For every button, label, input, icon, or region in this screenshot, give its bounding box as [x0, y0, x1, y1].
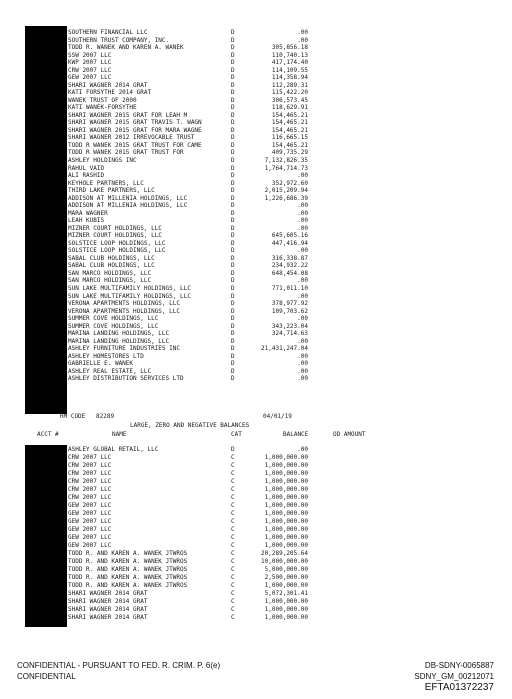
row-category: D: [231, 239, 235, 247]
row-balance: 316,338.87: [271, 254, 308, 262]
row-balance: 648,454.08: [271, 269, 308, 277]
row-balance: 1,000,000.00: [264, 494, 308, 501]
row-name: SOUTHERN FINANCIAL LLC: [68, 29, 148, 36]
row-category: D: [231, 66, 235, 74]
row-balance: .00: [297, 217, 308, 225]
row-category: D: [231, 209, 235, 217]
row-balance: 378,977.92: [271, 300, 308, 308]
row-name: TODD R. AND KAREN A. WANEK JTWROS: [68, 566, 188, 573]
row-category: D: [231, 194, 235, 202]
table-row: [0, 446, 512, 454]
table-row: [0, 470, 512, 478]
row-balance: 10,000,000.00: [261, 558, 308, 565]
row-name: TODD R. AND KAREN A. WANEK JTWROS: [68, 582, 188, 589]
row-category: C: [231, 590, 235, 597]
row-balance: 1,000,000.00: [264, 606, 308, 613]
row-name: SOLSTICE LOOP HOLDINGS, LLC: [68, 247, 166, 255]
row-category: D: [231, 126, 235, 134]
row-category: D: [231, 96, 235, 104]
row-name: CRW 2007 LLC: [68, 454, 112, 461]
row-category: C: [231, 486, 235, 493]
table-row: [0, 375, 512, 383]
row-name: GEW 2007 LLC: [68, 510, 112, 517]
row-category: D: [231, 322, 235, 330]
row-category: D: [231, 202, 235, 210]
row-balance: 109,703.62: [271, 307, 308, 315]
row-name: GEW 2007 LLC: [68, 518, 112, 525]
row-balance: .00: [297, 446, 308, 453]
row-name: TODD R WANEK 2015 GRAT TRUST FOR CAME: [68, 141, 202, 149]
row-name: ASHLEY HOLDINGS INC: [68, 157, 137, 164]
row-name: KWP 2007 LLC: [68, 59, 112, 67]
row-name: SHARI WAGNER 2015 GRAT TRAVIS T. WAGN: [68, 119, 202, 127]
row-balance: 116,665.15: [271, 134, 308, 142]
row-name: WANEK TRUST OF 2000: [68, 96, 137, 104]
row-category: C: [231, 534, 235, 541]
row-name: ALI RASHID: [68, 172, 105, 180]
row-balance: 114,109.55: [271, 66, 308, 74]
row-name: GABRIELLE E. WANEK: [68, 360, 134, 368]
column-header-od-amount: OD AMOUNT: [333, 431, 366, 438]
row-category: D: [231, 187, 235, 195]
row-name: GEW 2007 LLC: [68, 542, 112, 549]
row-balance: 1,000,000.00: [264, 462, 308, 469]
row-balance: 2,500,000.00: [264, 574, 308, 581]
row-name: ASHLEY DISTRIBUTION SERVICES LTD: [68, 375, 184, 383]
row-name: SHARI WAGNER 2015 GRAT FOR MARA WAGNE: [68, 126, 202, 134]
row-name: TODD R. AND KAREN A. WANEK JTWROS: [68, 574, 188, 581]
row-name: SHARI WAGNER 2012 IRREVOCABLE TRUST: [68, 134, 195, 142]
row-name: CRW 2007 LLC: [68, 470, 112, 477]
row-name: MARINA LANDING HOLDINGS, LLC: [68, 330, 170, 338]
row-category: D: [231, 104, 235, 112]
row-category: C: [231, 526, 235, 533]
row-name: TODD R. AND KAREN A. WANEK JTWROS: [68, 550, 188, 557]
table-row: [0, 542, 512, 550]
row-category: D: [231, 217, 235, 225]
efta-number: EFTA01372237: [424, 682, 494, 693]
row-balance: 112,289.31: [271, 81, 308, 89]
table-row: [0, 614, 512, 622]
row-balance: .00: [297, 337, 308, 345]
row-category: D: [231, 367, 235, 375]
row-name: CRW 2007 LLC: [68, 66, 112, 74]
row-category: D: [231, 254, 235, 262]
row-name: SAN MARCO HOLDINGS, LLC: [68, 277, 152, 285]
row-category: D: [231, 269, 235, 277]
row-balance: 1,000,000.00: [264, 486, 308, 493]
row-category: D: [231, 337, 235, 345]
row-name: VERONA APARTMENTS HOLDINGS, LLC: [68, 307, 180, 315]
row-balance: 417,174.40: [271, 59, 308, 67]
row-name: ASHLEY REAL ESTATE, LLC: [68, 367, 152, 375]
row-category: C: [231, 454, 235, 461]
row-balance: .00: [297, 360, 308, 368]
row-category: C: [231, 502, 235, 509]
row-balance: 1,000,000.00: [264, 502, 308, 509]
table-row: [0, 518, 512, 526]
row-name: SHARI WAGNER 2014 GRAT: [68, 614, 148, 621]
row-balance: 118,629.91: [271, 104, 308, 112]
row-name: ASHLEY GLOBAL RETAIL, LLC: [68, 446, 159, 453]
row-balance: 343,223.04: [271, 322, 308, 330]
row-balance: .00: [297, 172, 308, 180]
row-balance: 115,422.20: [271, 89, 308, 97]
row-category: C: [231, 550, 235, 557]
row-balance: 5,072,301.41: [264, 590, 308, 597]
row-name: LEAH KUBIS: [68, 217, 105, 225]
row-category: C: [231, 558, 235, 565]
row-category: D: [231, 179, 235, 187]
row-name: KATI WANEK-FORSYTHE: [68, 104, 137, 112]
row-category: D: [231, 330, 235, 338]
row-category: D: [231, 446, 235, 453]
row-category: D: [231, 74, 235, 82]
row-name: SOLSTICE LOOP HOLDINGS, LLC: [68, 239, 166, 247]
row-balance: 1,000,000.00: [264, 454, 308, 461]
table-row: [0, 454, 512, 462]
row-balance: 21,431,247.04: [261, 345, 308, 353]
row-category: D: [231, 157, 235, 164]
table-row: [0, 510, 512, 518]
table-row: [0, 606, 512, 614]
row-name: CRW 2007 LLC: [68, 486, 112, 493]
row-category: C: [231, 574, 235, 581]
row-category: C: [231, 566, 235, 573]
row-name: KEYHOLE PARTNERS, LLC: [68, 179, 144, 187]
row-balance: 324,714.63: [271, 330, 308, 338]
row-balance: 1,000,000.00: [264, 526, 308, 533]
row-balance: 7,132,826.35: [264, 157, 308, 164]
row-category: D: [231, 285, 235, 293]
row-name: ADDISON AT MILLENIA HOLDINGS, LLC: [68, 202, 188, 210]
table-row: [0, 462, 512, 470]
row-name: SHARI WAGNER 2014 GRAT: [68, 81, 148, 89]
row-category: C: [231, 614, 235, 621]
report-date: 04/01/19: [263, 413, 292, 420]
row-balance: 154,465.21: [271, 119, 308, 127]
row-balance: .00: [297, 202, 308, 210]
row-balance: 154,465.21: [271, 111, 308, 119]
row-category: D: [231, 247, 235, 255]
row-category: D: [231, 360, 235, 368]
report-title: LARGE, ZERO AND NEGATIVE BALANCES: [130, 422, 250, 429]
bates-number-db: DB-SDNY-0065887: [424, 661, 494, 670]
table-row: [0, 534, 512, 542]
row-balance: .00: [297, 29, 308, 36]
row-category: C: [231, 510, 235, 517]
row-name: RAHUL VAID: [68, 164, 105, 172]
row-name: CRW 2007 LLC: [68, 478, 112, 485]
row-balance: 447,416.94: [271, 239, 308, 247]
row-balance: 154,465.21: [271, 141, 308, 149]
row-name: SUMMER COVE HOLDINGS, LLC: [68, 315, 159, 323]
confidential-notice: CONFIDENTIAL - PURSUANT TO FED. R. CRIM. P. 6(e): [17, 661, 221, 670]
row-balance: .00: [297, 224, 308, 232]
row-balance: .00: [297, 277, 308, 285]
row-category: D: [231, 44, 235, 52]
table-row: [0, 566, 512, 574]
row-name: GEW 2007 LLC: [68, 74, 112, 82]
row-category: D: [231, 172, 235, 180]
row-balance: .00: [297, 315, 308, 323]
table-row: [0, 494, 512, 502]
row-category: D: [231, 89, 235, 97]
rm-code-value: 82289: [96, 413, 115, 420]
row-category: D: [231, 119, 235, 127]
table-row: [0, 486, 512, 494]
row-category: D: [231, 277, 235, 285]
column-header-cat: CAT: [231, 431, 242, 438]
table-row: [0, 582, 512, 590]
row-category: D: [231, 375, 235, 383]
row-category: C: [231, 494, 235, 501]
row-category: D: [231, 111, 235, 119]
row-balance: 110,740.13: [271, 51, 308, 59]
row-category: D: [231, 224, 235, 232]
row-category: D: [231, 59, 235, 67]
row-name: SAN MARCO HOLDINGS, LLC: [68, 269, 152, 277]
row-balance: .00: [297, 247, 308, 255]
table-row: [0, 558, 512, 566]
row-balance: 1,764,714.73: [264, 164, 308, 172]
row-balance: 1,000,000.00: [264, 518, 308, 525]
row-category: C: [231, 470, 235, 477]
row-balance: .00: [297, 375, 308, 383]
table-row: [0, 526, 512, 534]
table-row: [0, 502, 512, 510]
row-name: SOUTHERN TRUST COMPANY, INC.: [68, 36, 170, 44]
row-category: C: [231, 462, 235, 469]
confidential-label: CONFIDENTIAL: [17, 672, 76, 681]
row-balance: 5,000,000.00: [264, 566, 308, 573]
row-name: GEW 2007 LLC: [68, 534, 112, 541]
row-name: ASHLEY HOMESTORES LTD: [68, 352, 144, 360]
row-name: ADDISON AT MILLENIA HOLDINGS, LLC: [68, 194, 188, 202]
table-row: [0, 478, 512, 486]
row-balance: 234,932.22: [271, 262, 308, 270]
row-category: D: [231, 345, 235, 353]
row-category: C: [231, 542, 235, 549]
row-category: D: [231, 134, 235, 142]
row-name: KATI FORSYTHE 2014 GRAT: [68, 89, 152, 97]
row-category: D: [231, 232, 235, 240]
row-balance: .00: [297, 292, 308, 300]
row-balance: 771,011.10: [271, 285, 308, 293]
row-balance: .00: [297, 209, 308, 217]
row-balance: 114,358.94: [271, 74, 308, 82]
row-name: SABAL CLUB HOLDINGS, LLC: [68, 254, 155, 262]
row-name: SUN LAKE MULTIFAMILY HOLDINGS, LLC: [68, 285, 191, 293]
row-balance: 409,735.29: [271, 149, 308, 157]
row-name: MARA WAGNER: [68, 209, 108, 217]
row-category: D: [231, 149, 235, 157]
row-balance: .00: [297, 367, 308, 375]
row-name: CRW 2007 LLC: [68, 462, 112, 469]
column-header-name: NAME: [112, 431, 127, 438]
row-category: D: [231, 352, 235, 360]
row-name: GEW 2007 LLC: [68, 502, 112, 509]
row-category: D: [231, 315, 235, 323]
row-balance: 1,226,686.39: [264, 194, 308, 202]
row-balance: 1,000,000.00: [264, 510, 308, 517]
row-category: D: [231, 81, 235, 89]
row-name: THIRD LAKE PARTNERS, LLC: [68, 187, 155, 195]
column-header-acct: ACCT #: [37, 431, 59, 438]
row-balance: .00: [297, 352, 308, 360]
row-name: SHARI WAGNER 2014 GRAT: [68, 606, 148, 613]
row-balance: 1,000,000.00: [264, 582, 308, 589]
row-category: D: [231, 262, 235, 270]
row-balance: 305,856.18: [271, 44, 308, 52]
row-name: SHARI WAGNER 2014 GRAT: [68, 598, 148, 605]
row-name: TODD R. WANEK AND KAREN A. WANEK: [68, 44, 184, 52]
row-name: SABAL CLUB HOLDINGS, LLC: [68, 262, 155, 270]
row-balance: 1,000,000.00: [264, 534, 308, 541]
row-balance: .00: [297, 36, 308, 44]
row-name: TODD R WANEK 2015 GRAT TRUST FOR: [68, 149, 184, 157]
row-category: C: [231, 518, 235, 525]
row-category: D: [231, 164, 235, 172]
row-name: SUMMER COVE HOLDINGS, LLC: [68, 322, 159, 330]
row-balance: 2,015,209.94: [264, 187, 308, 195]
row-balance: 154,465.21: [271, 126, 308, 134]
table-row: [0, 598, 512, 606]
row-category: C: [231, 478, 235, 485]
row-category: D: [231, 36, 235, 44]
row-category: C: [231, 606, 235, 613]
row-category: D: [231, 51, 235, 59]
row-name: SSW 2007 LLC: [68, 51, 112, 59]
row-name: ASHLEY FURNITURE INDUSTRIES INC: [68, 345, 180, 353]
row-balance: 1,000,000.00: [264, 470, 308, 477]
row-balance: 645,605.16: [271, 232, 308, 240]
row-category: D: [231, 29, 235, 36]
table-row: [0, 590, 512, 598]
row-category: D: [231, 300, 235, 308]
row-balance: 306,573.45: [271, 96, 308, 104]
row-balance: 1,000,000.00: [264, 598, 308, 605]
row-category: C: [231, 598, 235, 605]
row-name: SUN LAKE MULTIFAMILY HOLDINGS, LLC: [68, 292, 191, 300]
row-balance: 352,972.60: [271, 179, 308, 187]
table-row: [0, 550, 512, 558]
row-balance: 1,000,000.00: [264, 542, 308, 549]
row-name: VERONA APARTMENTS HOLDINGS, LLC: [68, 300, 180, 308]
row-name: MIZNER COURT HOLDINGS, LLC: [68, 224, 162, 232]
table-row: [0, 574, 512, 582]
row-name: TODD R. AND KAREN A. WANEK JTWROS: [68, 558, 188, 565]
row-category: C: [231, 582, 235, 589]
row-category: D: [231, 292, 235, 300]
row-balance: 20,289,205.64: [261, 550, 308, 557]
row-name: CRW 2007 LLC: [68, 494, 112, 501]
row-category: D: [231, 141, 235, 149]
column-header-balance: BALANCE: [283, 431, 309, 438]
row-name: MIZNER COURT HOLDINGS, LLC: [68, 232, 162, 240]
row-name: MARINA LANDING HOLDINGS, LLC: [68, 337, 170, 345]
bates-number-sdny: SDNY_GM_00212071: [414, 672, 494, 681]
row-category: D: [231, 307, 235, 315]
rm-code-label: RM CODE: [60, 413, 86, 420]
row-name: SHARI WAGNER 2014 GRAT: [68, 590, 148, 597]
row-name: SHARI WAGNER 2015 GRAT FOR LEAH M: [68, 111, 188, 119]
row-name: GEW 2007 LLC: [68, 526, 112, 533]
row-balance: 1,000,000.00: [264, 478, 308, 485]
row-balance: 1,000,000.00: [264, 614, 308, 621]
